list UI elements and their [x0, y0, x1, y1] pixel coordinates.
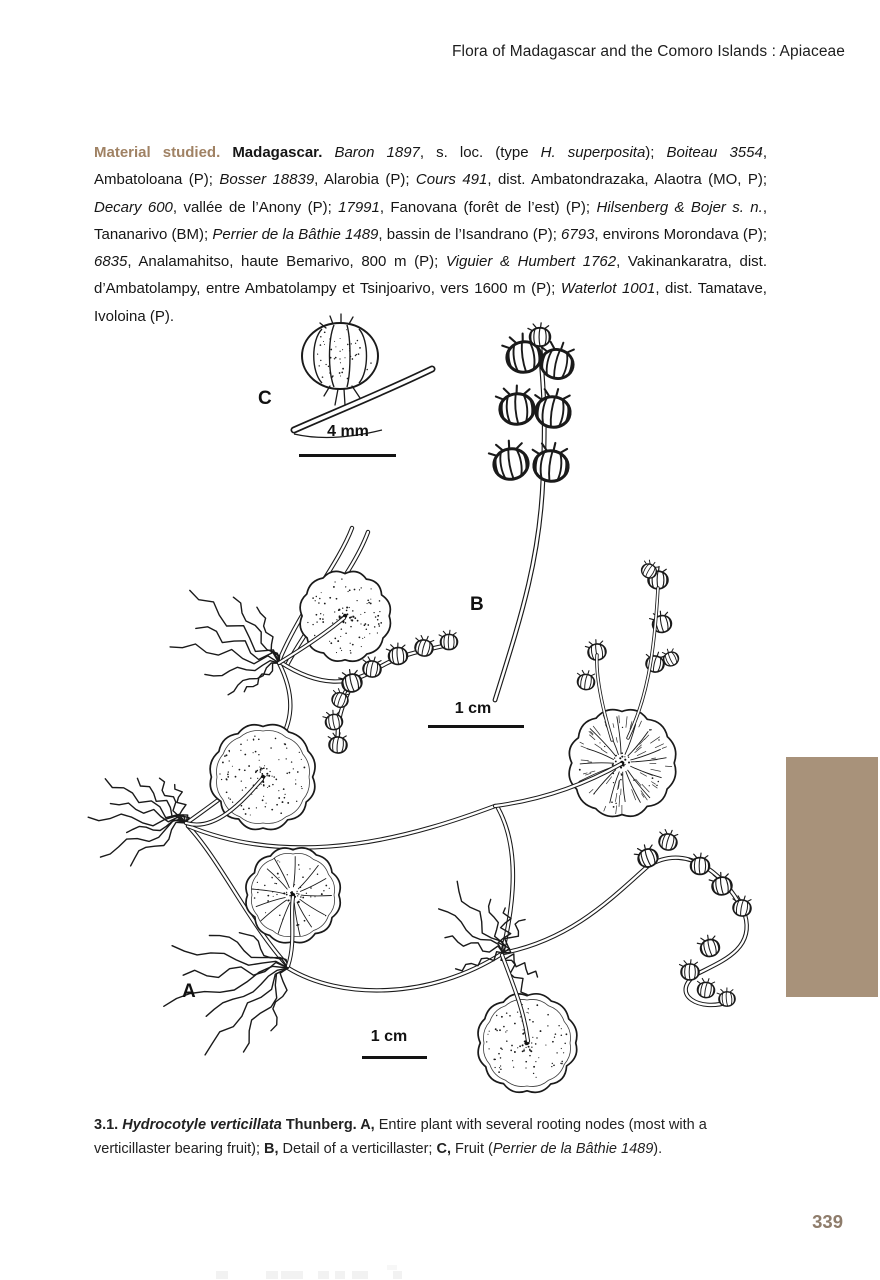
- figure-caption: 3.1. Hydrocotyle verticillata Thunberg. A, Entire plant with several rooting nodes (most with a verticillaster bearing fruit); B, Detail of a verticillaster; C, Fruit (Perrier de la Bâthie 1489).: [94, 1117, 707, 1157]
- scale-label-4mm: 4 mm: [327, 423, 369, 440]
- figure-label-c: C: [258, 388, 272, 409]
- scale-label-1cm-b: 1 cm: [454, 700, 492, 717]
- figure-label-b: B: [470, 594, 484, 615]
- thumb-tab: [786, 757, 878, 997]
- page-number: 339: [812, 1211, 843, 1232]
- running-head: Flora of Madagascar and the Comoro Islands : Apiaceae: [451, 43, 845, 60]
- roots: [88, 590, 537, 1055]
- scale-label-1cm-a: 1 cm: [370, 1028, 408, 1045]
- figure-label-a: A: [182, 981, 196, 1002]
- scale-bar-1cm-a: [362, 1056, 427, 1059]
- scale-bar-1cm-b: [428, 725, 524, 728]
- material-studied-paragraph: Material studied. Madagascar. Baron 1897, s. loc. (type H. superposita); Boiteau 3554, Ambatoloana (P); Bosser 18839, Alarobia (P); Cours 491, dist. Ambatondrazaka, Alaotra (MO, P); Decary 600, vallée de l’Anony (P); 17991, Fanovana (forêt de l’est) (P); Hilsenberg & Bojer s. n., Tananarivo (BM); Perrier de la Bâthie 1489, bassin de l’Isandrano (P); 6793, environs Morondava (P); 6835, Analamahitso, haute Bemarivo, 800 m (P); Viguier & Humbert 1762, Vakinankaratra, dist. d’Ambatolampy, entre Ambatolampy et Tsinjoarivo, vers 1600 m (P); Waterlot 1001, dist. Tamatave, Ivoloina (P).: [94, 144, 768, 325]
- scale-bar-4mm: [299, 454, 396, 457]
